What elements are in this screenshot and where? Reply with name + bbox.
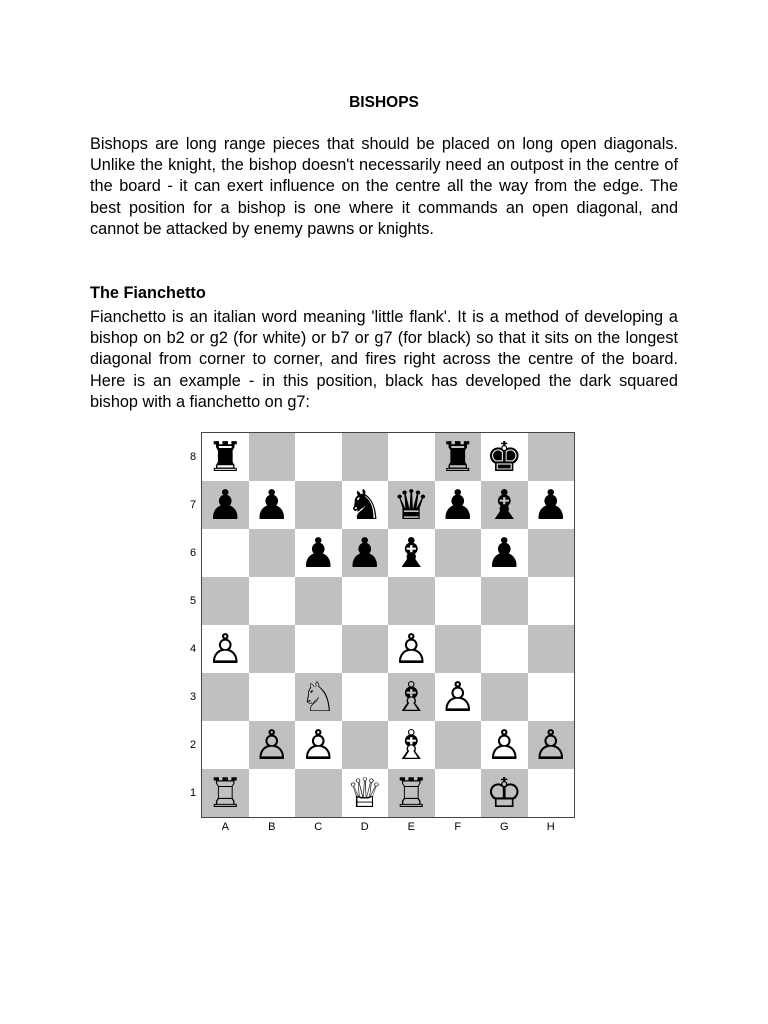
square-g5 (481, 577, 528, 625)
square-c8 (295, 433, 342, 481)
fianchetto-paragraph: Fianchetto is an italian word meaning 'little flank'. It is a method of developing a bishop on b2 or g2 (for white) or b7 or g7 (for black) so that it sits on the longest diagonal from corner to corner, and fires right across the centre of the board. Here is an example - in this position, black has developed the dark squared bishop with a fianchetto on g7: (90, 308, 678, 411)
rank-label: 7 (189, 499, 197, 511)
rank-label: 2 (189, 739, 197, 751)
square-g7: ♝ (481, 481, 528, 529)
square-a4: ♙ (202, 625, 249, 673)
file-label: E (407, 821, 415, 833)
square-d3 (342, 673, 389, 721)
rank-label: 4 (189, 643, 197, 655)
square-c7 (295, 481, 342, 529)
rank-label: 8 (189, 451, 197, 463)
square-b5 (249, 577, 296, 625)
square-d5 (342, 577, 389, 625)
rank-label: 1 (189, 787, 197, 799)
square-h4 (528, 625, 575, 673)
file-label: H (546, 821, 555, 833)
square-h8 (528, 433, 575, 481)
square-c4 (295, 625, 342, 673)
square-c6: ♟ (295, 529, 342, 577)
rank-label: 5 (189, 595, 197, 607)
file-label: G (499, 821, 509, 833)
square-b7: ♟ (249, 481, 296, 529)
square-f3: ♙ (435, 673, 482, 721)
square-d8 (342, 433, 389, 481)
square-e2: ♗ (388, 721, 435, 769)
square-e1: ♖ (388, 769, 435, 817)
square-g8: ♚ (481, 433, 528, 481)
square-e5 (388, 577, 435, 625)
square-e3: ♗ (388, 673, 435, 721)
square-g3 (481, 673, 528, 721)
square-h2: ♙ (528, 721, 575, 769)
square-a5 (202, 577, 249, 625)
square-g1: ♔ (481, 769, 528, 817)
square-g4 (481, 625, 528, 673)
square-f8: ♜ (435, 433, 482, 481)
intro-paragraph: Bishops are long range pieces that should be placed on long open diagonals. Unlike the knight, the bishop doesn't necessarily need an outpost in the centre of the board - it can exert influence on the centre all the way from the edge. The best position for a bishop is one where it commands an open diagonal, and cannot be attacked by enemy pawns or knights. (90, 135, 678, 238)
square-h3 (528, 673, 575, 721)
square-a6 (202, 529, 249, 577)
chess-board (201, 432, 575, 818)
square-h7: ♟ (528, 481, 575, 529)
square-a1: ♖ (202, 769, 249, 817)
square-a2 (202, 721, 249, 769)
square-b8 (249, 433, 296, 481)
square-b4 (249, 625, 296, 673)
square-a3 (202, 673, 249, 721)
square-f4 (435, 625, 482, 673)
square-f6 (435, 529, 482, 577)
square-e4: ♙ (388, 625, 435, 673)
square-c3: ♘ (295, 673, 342, 721)
section-heading: The Fianchetto (90, 284, 206, 302)
square-e8 (388, 433, 435, 481)
square-g6: ♟ (481, 529, 528, 577)
square-d4 (342, 625, 389, 673)
square-b1 (249, 769, 296, 817)
rank-label: 6 (189, 547, 197, 559)
square-h5 (528, 577, 575, 625)
file-label: C (314, 821, 323, 833)
square-b6 (249, 529, 296, 577)
square-d1: ♕ (342, 769, 389, 817)
square-a8: ♜ (202, 433, 249, 481)
square-c5 (295, 577, 342, 625)
square-d7: ♞ (342, 481, 389, 529)
square-b3 (249, 673, 296, 721)
square-h1 (528, 769, 575, 817)
rank-label: 3 (189, 691, 197, 703)
square-b2: ♙ (249, 721, 296, 769)
square-f7: ♟ (435, 481, 482, 529)
square-f2 (435, 721, 482, 769)
square-f5 (435, 577, 482, 625)
square-e6: ♝ (388, 529, 435, 577)
square-e7: ♛ (388, 481, 435, 529)
square-h6 (528, 529, 575, 577)
square-a7: ♟ (202, 481, 249, 529)
square-c2: ♙ (295, 721, 342, 769)
file-label: D (360, 821, 369, 833)
file-label: A (221, 821, 229, 833)
square-f1 (435, 769, 482, 817)
square-g2: ♙ (481, 721, 528, 769)
page-title: BISHOPS (349, 94, 419, 111)
square-c1 (295, 769, 342, 817)
file-label: F (454, 821, 462, 833)
square-d6: ♟ (342, 529, 389, 577)
square-d2 (342, 721, 389, 769)
file-label: B (268, 821, 276, 833)
